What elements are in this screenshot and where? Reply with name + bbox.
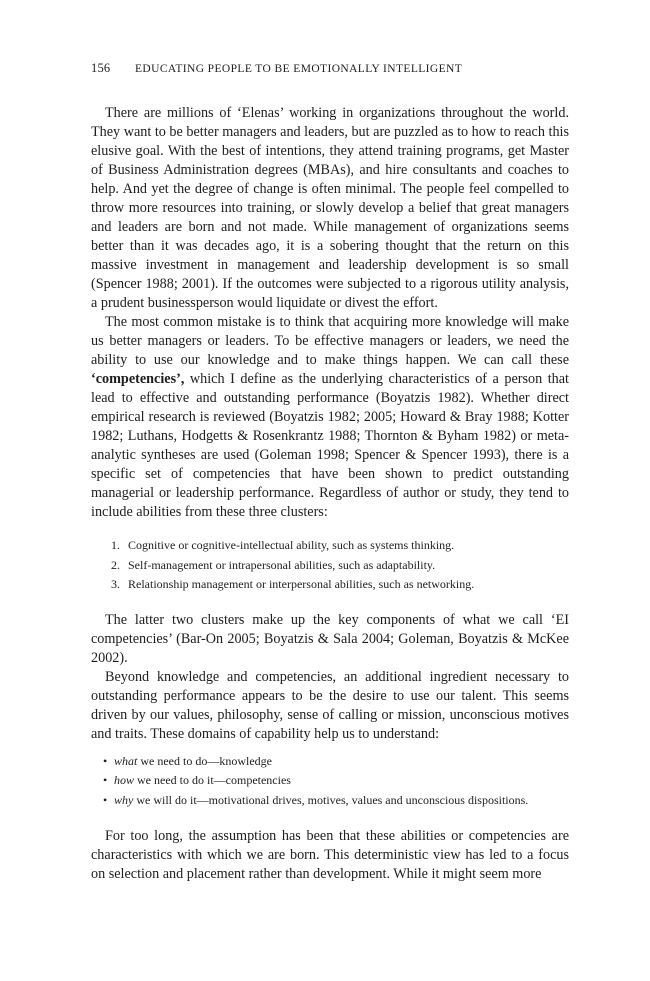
list-number: 2. [111,557,120,572]
list-item-text: we need to do—knowledge [137,753,272,768]
list-item-text: we need to do it—competencies [134,772,291,787]
list-item-text: we will do it—motivational drives, motives, values and unconscious dispositions. [133,792,529,807]
paragraph-competencies [91,313,569,522]
book-page [91,60,569,884]
paragraph-beyond-knowledge: Beyond knowledge and competencies, an additional ingredient necessary to outstanding performance appears to be the desire to use our talent. This seems driven by our values, philosophy, sense of calling or mission, unconscious motives and traits. These domains of capability help us to understand: [91,668,569,742]
list-item-keyword: how [114,772,135,787]
page-number: 156 [91,61,111,75]
list-item [111,536,569,556]
paragraph-assumption: For too long, the assumption has been that these abilities or competencies are characteristics with which we are born. This deterministic view has led to a focus on selection and placement rather than development. While it might seem more [91,827,569,882]
paragraph-ei-competencies: The latter two clusters make up the key components of what we call ‘EI competencies’ (Bar-On 2005; Boyatzis & Sala 2004; Goleman, Boyatzis & McKee 2002). [91,611,569,666]
paragraph-competencies-intro: The most common mistake is to think that acquiring more knowledge will make us better managers or leaders. To be effective managers or leaders, we need the ability to use our knowledge and to make things happen. We can call these [91,314,569,368]
running-head [91,60,569,77]
list-item-keyword: why [114,792,134,807]
list-item-text: Relationship management or interpersonal abilities, such as networking. [128,577,475,591]
list-item-keyword: what [114,753,138,768]
list-number: 3. [111,577,120,591]
list-item [103,752,569,771]
paragraph-competencies-rest: which I define as the underlying characteristics of a person that lead to effective and outstanding performance (Boyatzis 1982). Whether direct empirical research is reviewed (Boyatzis 1982; 2005; Howard & Bray 1988; Kotter 1982; Luthans, Hodgetts & Rosenkrantz 1988; Thornton & Byham 1982) or meta-analytic syntheses are used (Goleman 1998; Spencer & Spencer 1993), there is a specific set of competencies that have been shown to predict outstanding managerial or leadership performance. Regardless of author or study, they tend to include abilities from these three clusters: [91,371,569,520]
list-item [103,792,569,809]
competency-clusters-list [91,536,569,595]
bullet-glyph: • [103,792,108,807]
list-item-text: Self-management or intrapersonal abilities, such as adaptability. [128,557,436,572]
bullet-glyph: • [103,753,108,768]
list-number: 1. [111,538,120,552]
list-item [111,556,569,576]
running-head-title: EDUCATING PEOPLE TO BE EMOTIONALLY INTELLIGENT [135,63,463,75]
bullet-glyph: • [103,772,108,787]
list-item [111,575,569,595]
list-item-text: Cognitive or cognitive-intellectual ability, such as systems thinking. [128,538,455,552]
list-item [103,771,569,790]
capability-domains-list [91,752,569,809]
competencies-term: ‘competencies’, [91,371,185,387]
paragraph-elenas: There are millions of ‘Elenas’ working in organizations throughout the world. They want to be better managers and leaders, but are puzzled as to how to reach this elusive goal. With the best of intentions, they attend training programs, get Master of Business Administration degrees (MBAs), and hire consultants and coaches to help. And yet the degree of change is often minimal. The people feel compelled to throw more resources into training, or slowly develop a belief that great managers and leaders are born and not made. While management of organizations seems better than it was decades ago, it is a sobering thought that the return on this massive investment in management and leadership development is so small (Spencer 1988; 2001). If the outcomes were subjected to a rigorous utility analysis, a prudent businessperson would liquidate or divest the effort. [91,105,569,311]
